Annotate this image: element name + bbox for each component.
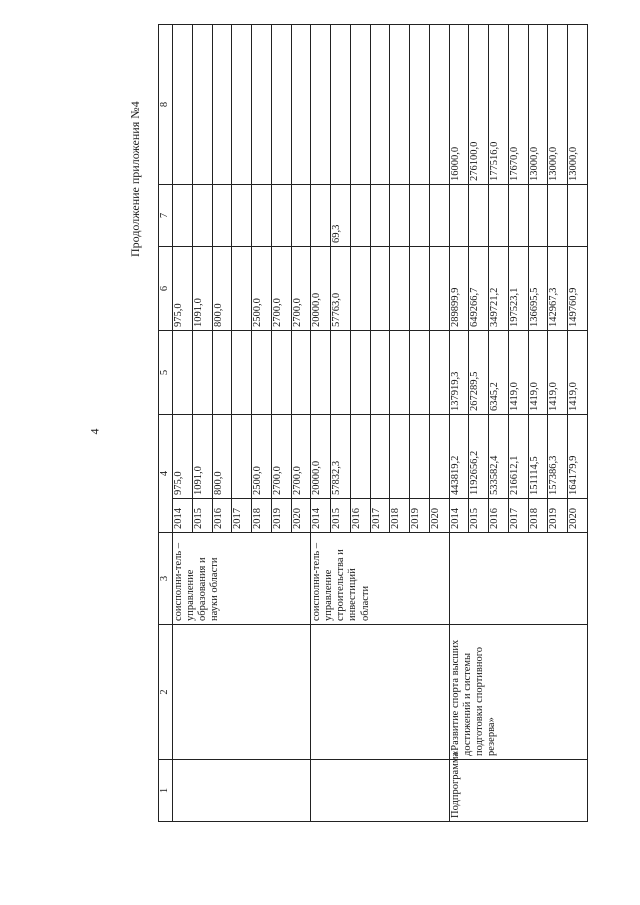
regional-value: 649266,7 xyxy=(469,247,489,331)
table-row xyxy=(311,25,331,822)
regional-value xyxy=(410,247,430,331)
year-cell: 2015 xyxy=(192,499,212,533)
regional-value: 349721,2 xyxy=(489,247,509,331)
header-col-2: 2 xyxy=(159,625,173,760)
total-value: 2700,0 xyxy=(291,415,311,499)
year-cell: 2015 xyxy=(331,499,351,533)
other-value xyxy=(410,25,430,185)
other-value: 13000,0 xyxy=(568,25,588,185)
local-value xyxy=(489,185,509,247)
program-type-cell xyxy=(311,760,449,822)
total-value: 1091,0 xyxy=(192,415,212,499)
regional-value: 20000,0 xyxy=(311,247,331,331)
local-value xyxy=(449,185,469,247)
year-cell: 2019 xyxy=(410,499,430,533)
other-value xyxy=(390,25,410,185)
total-value: 216612,1 xyxy=(508,415,528,499)
total-value: 1192656,2 xyxy=(469,415,489,499)
local-value xyxy=(429,185,449,247)
local-value xyxy=(271,185,291,247)
federal-value: 6345,2 xyxy=(489,331,509,415)
header-col-8: 8 xyxy=(159,25,173,185)
federal-value xyxy=(331,331,351,415)
regional-value: 2500,0 xyxy=(252,247,272,331)
other-value xyxy=(192,25,212,185)
year-cell: 2018 xyxy=(390,499,410,533)
federal-value: 267289,5 xyxy=(469,331,489,415)
federal-value: 1419,0 xyxy=(508,331,528,415)
local-value xyxy=(212,185,232,247)
program-type-cell xyxy=(173,760,311,822)
federal-value xyxy=(410,331,430,415)
regional-value xyxy=(232,247,252,331)
header-col-4: 4 xyxy=(159,415,173,533)
other-value xyxy=(252,25,272,185)
program-type-cell-text: Подпрограмма xyxy=(449,751,461,818)
total-value xyxy=(370,415,390,499)
executor-cell-text: соисполни-тель – управление образования и науки области xyxy=(173,542,221,621)
rotated-table-container xyxy=(158,25,588,822)
other-value: 13000,0 xyxy=(528,25,548,185)
total-value xyxy=(429,415,449,499)
other-value: 276100,0 xyxy=(469,25,489,185)
other-value: 17670,0 xyxy=(508,25,528,185)
regional-value: 289899,9 xyxy=(449,247,469,331)
regional-value: 2700,0 xyxy=(291,247,311,331)
year-cell: 2019 xyxy=(271,499,291,533)
local-value xyxy=(370,185,390,247)
year-cell: 2014 xyxy=(173,499,193,533)
program-name-cell xyxy=(311,625,449,760)
header-col-5: 5 xyxy=(159,331,173,415)
federal-value xyxy=(350,331,370,415)
federal-value xyxy=(370,331,390,415)
executor-cell-text: соисполни-тель – управление строительства и инвестиций области xyxy=(311,542,371,621)
table-row xyxy=(173,25,193,822)
executor-cell xyxy=(449,533,588,625)
other-value xyxy=(173,25,193,185)
regional-value xyxy=(370,247,390,331)
other-value: 16000,0 xyxy=(449,25,469,185)
program-name-cell xyxy=(449,625,588,760)
federal-value: 1419,0 xyxy=(568,331,588,415)
table-body xyxy=(173,25,588,822)
total-value: 57832,3 xyxy=(331,415,351,499)
heading-container xyxy=(128,55,142,257)
regional-value: 800,0 xyxy=(212,247,232,331)
total-value: 443819,2 xyxy=(449,415,469,499)
budget-table xyxy=(158,24,588,822)
program-name-cell-text: «Развитие спорта высших достижений и системы подготовки спортивного резерва» xyxy=(449,639,497,756)
year-cell: 2020 xyxy=(568,499,588,533)
federal-value xyxy=(212,331,232,415)
regional-value xyxy=(390,247,410,331)
program-type-cell xyxy=(449,751,588,822)
other-value xyxy=(350,25,370,185)
year-cell: 2014 xyxy=(311,499,331,533)
federal-value xyxy=(429,331,449,415)
total-value xyxy=(350,415,370,499)
total-value xyxy=(410,415,430,499)
year-cell: 2016 xyxy=(350,499,370,533)
other-value xyxy=(271,25,291,185)
local-value xyxy=(469,185,489,247)
year-cell: 2020 xyxy=(291,499,311,533)
other-value xyxy=(311,25,331,185)
total-value: 2500,0 xyxy=(252,415,272,499)
regional-value: 2700,0 xyxy=(271,247,291,331)
total-value: 975,0 xyxy=(173,415,193,499)
executor-cell xyxy=(173,533,311,625)
local-value xyxy=(173,185,193,247)
regional-value: 197523,1 xyxy=(508,247,528,331)
other-value xyxy=(331,25,351,185)
regional-value: 975,0 xyxy=(173,247,193,331)
year-cell: 2015 xyxy=(469,499,489,533)
local-value xyxy=(410,185,430,247)
other-value: 13000,0 xyxy=(548,25,568,185)
local-value xyxy=(568,185,588,247)
executor-cell xyxy=(311,533,449,625)
other-value xyxy=(370,25,390,185)
year-cell: 2018 xyxy=(252,499,272,533)
federal-value xyxy=(291,331,311,415)
other-value: 177516,0 xyxy=(489,25,509,185)
federal-value xyxy=(232,331,252,415)
total-value: 800,0 xyxy=(212,415,232,499)
year-cell: 2017 xyxy=(232,499,252,533)
year-cell: 2014 xyxy=(449,499,469,533)
federal-value xyxy=(271,331,291,415)
federal-value xyxy=(390,331,410,415)
table-row xyxy=(449,25,469,822)
local-value xyxy=(528,185,548,247)
header-row xyxy=(159,25,173,822)
local-value xyxy=(252,185,272,247)
regional-value: 136695,5 xyxy=(528,247,548,331)
federal-value: 1419,0 xyxy=(548,331,568,415)
local-value xyxy=(311,185,331,247)
federal-value xyxy=(173,331,193,415)
total-value xyxy=(390,415,410,499)
local-value xyxy=(350,185,370,247)
year-cell: 2016 xyxy=(489,499,509,533)
local-value xyxy=(232,185,252,247)
regional-value: 149760,9 xyxy=(568,247,588,331)
total-value: 20000,0 xyxy=(311,415,331,499)
year-cell: 2019 xyxy=(548,499,568,533)
federal-value xyxy=(311,331,331,415)
local-value xyxy=(548,185,568,247)
federal-value xyxy=(252,331,272,415)
other-value xyxy=(429,25,449,185)
local-value xyxy=(291,185,311,247)
local-value xyxy=(390,185,410,247)
local-value xyxy=(508,185,528,247)
header-col-6: 6 xyxy=(159,247,173,331)
header-col-7: 7 xyxy=(159,185,173,247)
year-cell: 2018 xyxy=(528,499,548,533)
header-col-1: 1 xyxy=(159,760,173,822)
year-cell: 2016 xyxy=(212,499,232,533)
regional-value xyxy=(429,247,449,331)
appendix-heading: Продолжение приложения №4 xyxy=(128,101,142,257)
total-value: 2700,0 xyxy=(271,415,291,499)
total-value: 157386,3 xyxy=(548,415,568,499)
year-cell: 2017 xyxy=(370,499,390,533)
other-value xyxy=(212,25,232,185)
total-value: 164179,9 xyxy=(568,415,588,499)
local-value xyxy=(192,185,212,247)
program-name-cell xyxy=(173,625,311,760)
other-value xyxy=(232,25,252,185)
federal-value: 1419,0 xyxy=(528,331,548,415)
local-value: 69,3 xyxy=(331,185,351,247)
page-number: 4 xyxy=(87,428,102,435)
regional-value: 1091,0 xyxy=(192,247,212,331)
header-col-3: 3 xyxy=(159,533,173,625)
regional-value: 57763,0 xyxy=(331,247,351,331)
year-cell: 2017 xyxy=(508,499,528,533)
total-value xyxy=(232,415,252,499)
federal-value xyxy=(192,331,212,415)
other-value xyxy=(291,25,311,185)
total-value: 151114,5 xyxy=(528,415,548,499)
regional-value xyxy=(350,247,370,331)
year-cell: 2020 xyxy=(429,499,449,533)
federal-value: 137919,3 xyxy=(449,331,469,415)
regional-value: 142967,3 xyxy=(548,247,568,331)
total-value: 533582,4 xyxy=(489,415,509,499)
